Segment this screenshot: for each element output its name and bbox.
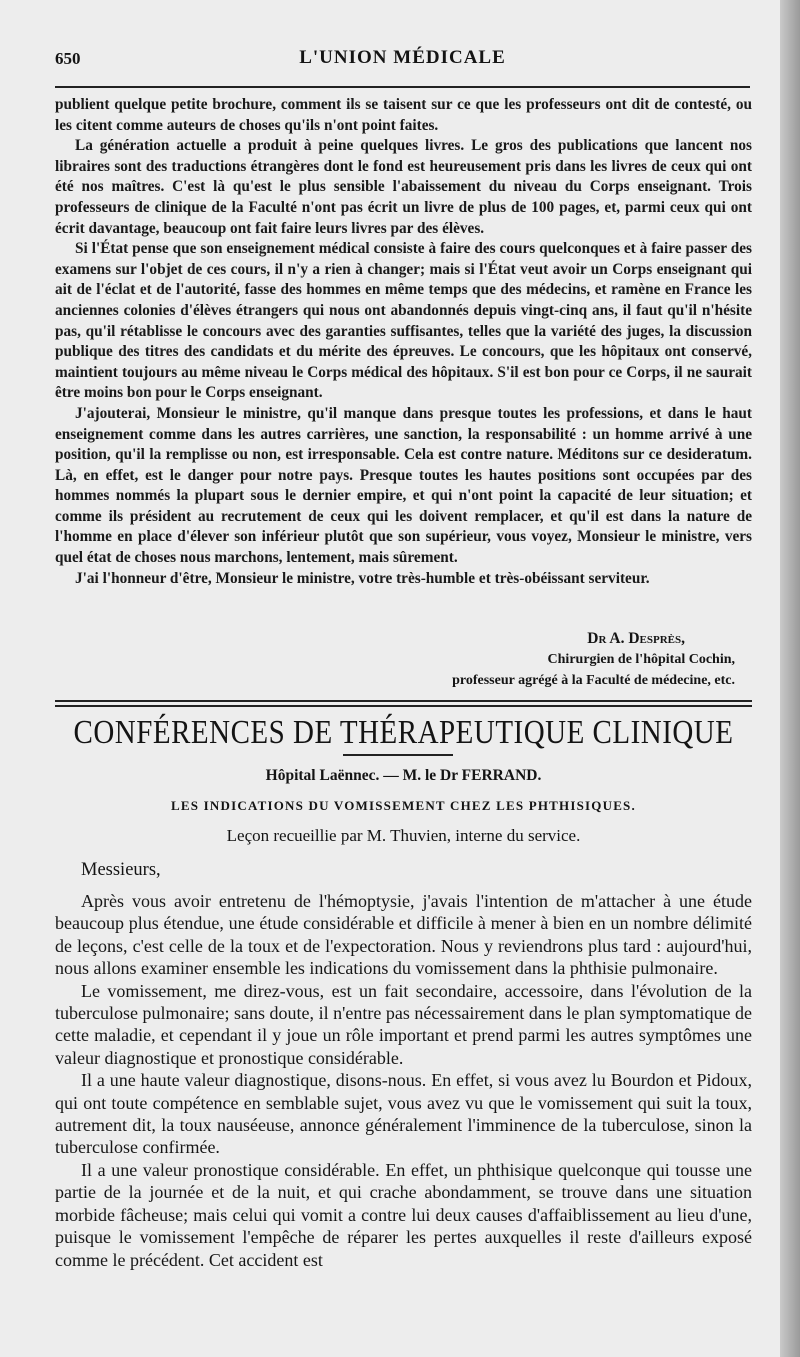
signature-title-2: professeur agrégé à la Faculté de médecine, etc. bbox=[452, 673, 735, 688]
lesson-subtitle: LES INDICATIONS DU VOMISSEMENT CHEZ LES PHTHISIQUES. bbox=[171, 798, 636, 813]
lecture-body bbox=[55, 890, 752, 1271]
letter-paragraph-5: J'ai l'honneur d'être, Monsieur le ministre, votre très-humble et très-obéissant serviteur. bbox=[75, 569, 650, 587]
signature-block bbox=[55, 628, 735, 691]
letter-paragraph-1: publient quelque petite brochure, comment ils se taisent sur ce que les professeurs ont dit de contesté, ou les citent comme auteurs de choses qu'ils n'ont point faites. bbox=[55, 96, 752, 134]
lecture-paragraph-4: Il a une valeur pronostique considérable. En effet, un phthisique quelconque qui tousse une partie de la journée et de la nuit, et qui crache abondamment, se trouve dans une situation morbide fâcheuse; mais celui qui vomit a contre lui deux causes d'affaiblissement au lieu d'une, puisque le vomissement l'empêche de réparer les pertes auxquelles il reste d'ailleurs exposé comme le précédent. Cet accident est bbox=[55, 1159, 752, 1270]
lecture-paragraph-2: Le vomissement, me direz-vous, est un fait secondaire, accessoire, dans l'évolution de la tuberculose pulmonaire; sans doute, il n'entre pas nécessairement dans le plan symptomatique de cette maladie, et cependant il y joue un rôle important et prend parmi les autres symptômes une valeur diagnostique et pronostique considérable. bbox=[55, 980, 752, 1068]
running-header bbox=[55, 47, 750, 77]
lecture-paragraph-3: Il a une haute valeur diagnostique, disons-nous. En effet, si vous avez lu Bourdon et Pidoux, qui ont toute compétence en semblable sujet, vous avez vu que le vomissement qui suit la toux, autrement dit, la toux nauséeuse, annonce généralement l'imminence de la tuberculose, sinon la tuberculose confirmée. bbox=[55, 1070, 752, 1158]
lecture-paragraph-1: Après vous avoir entretenu de l'hémoptysie, j'avais l'intention de m'attacher à une étude beaucoup plus étendue, une étude considérable et difficile à mener à bien en un nombre délimité de leçons, c'est celle de la toux et de l'expectoration. Nous y reviendrons plus tard : aujourd'hui, nous allons examiner ensemble les indications du vomissement dans la phthisie pulmonaire. bbox=[55, 891, 752, 979]
signature-title-1: Chirurgien de l'hôpital Cochin, bbox=[547, 652, 735, 667]
lesson-credit: Leçon recueillie par M. Thuvien, interne du service. bbox=[226, 826, 581, 845]
section-double-rule bbox=[55, 700, 752, 707]
hospital-line: Hôpital Laënnec. — M. le Dr FERRAND. bbox=[265, 767, 542, 784]
section-title: CONFÉRENCES DE THÉRAPEUTIQUE CLINIQUE bbox=[73, 713, 734, 752]
letter-paragraph-4: J'ajouterai, Monsieur le ministre, qu'il manque dans presque toutes les professions, et dans le haut enseignement comme dans les autres carrières, une sanction, la responsabilité : un homme arrivé à une position, qu'il la remplisse ou non, est irresponsable. Cela est contre nature. Méditons sur ce desideratum. Là, en effet, est le danger pour notre pays. Presque toutes les hautes positions sont occupées par des hommes nommés la plupart sous le dernier empire, et qui n'ont point la capacité de leur situation; et comme ils président au recrutement de ceux qui les doivent remplacer, et qu'il est dans la nature de l'homme en place d'élever son inférieur plutôt que son supérieur, vous voyez, Monsieur le ministre, vers quel état de choses nous marchons, lentement, mais sûrement. bbox=[55, 404, 752, 567]
header-rule bbox=[55, 86, 750, 88]
salutation: Messieurs, bbox=[81, 860, 161, 880]
signature-name: Dr A. Desprès, bbox=[587, 630, 685, 647]
letter-paragraph-2: La génération actuelle a produit à peine quelques livres. Le gros des publications que lancent nos libraires sont des traductions étrangères dont le fond est heureusement pris dans les livres de ceux qui ont été nos maîtres. C'est là qu'est le plus sensible l'abaissement du niveau du Corps enseignant. Trois professeurs de clinique de la Faculté n'ont pas écrit un livre de plus de 100 pages, et, parmi ceux qui ont écrit davantage, beaucoup ont fait faire leurs livres par des élèves. bbox=[55, 137, 752, 237]
page-edge bbox=[780, 0, 800, 1357]
journal-title: L'UNION MÉDICALE bbox=[299, 47, 506, 68]
page-number: 650 bbox=[55, 49, 81, 68]
title-underline bbox=[343, 754, 453, 756]
letter-body bbox=[55, 95, 752, 589]
letter-paragraph-3: Si l'État pense que son enseignement médical consiste à faire des cours quelconques et à faire passer des examens sur l'objet de ces cours, il n'y a rien à changer; mais si l'État veut avoir un Corps enseignant qui ait de l'éclat et de l'autorité, fasse des hommes en même temps que des médecins, et ramène en France les anciennes colonies d'élèves étrangers qui nous ont abandonnés depuis vingt-cinq ans, il faut qu'il n'hésite pas, qu'il rétablisse le concours avec des garanties suffisantes, telles que la variété des juges, la discussion publique des titres des candidats et du mérite des épreuves. Le concours, que les hôpitaux ont conservé, maintient toujours au même niveau le Corps médical des hôpitaux. S'il est bon pour ce Corps, il ne saurait être moins bon pour le Corps enseignant. bbox=[55, 240, 752, 402]
